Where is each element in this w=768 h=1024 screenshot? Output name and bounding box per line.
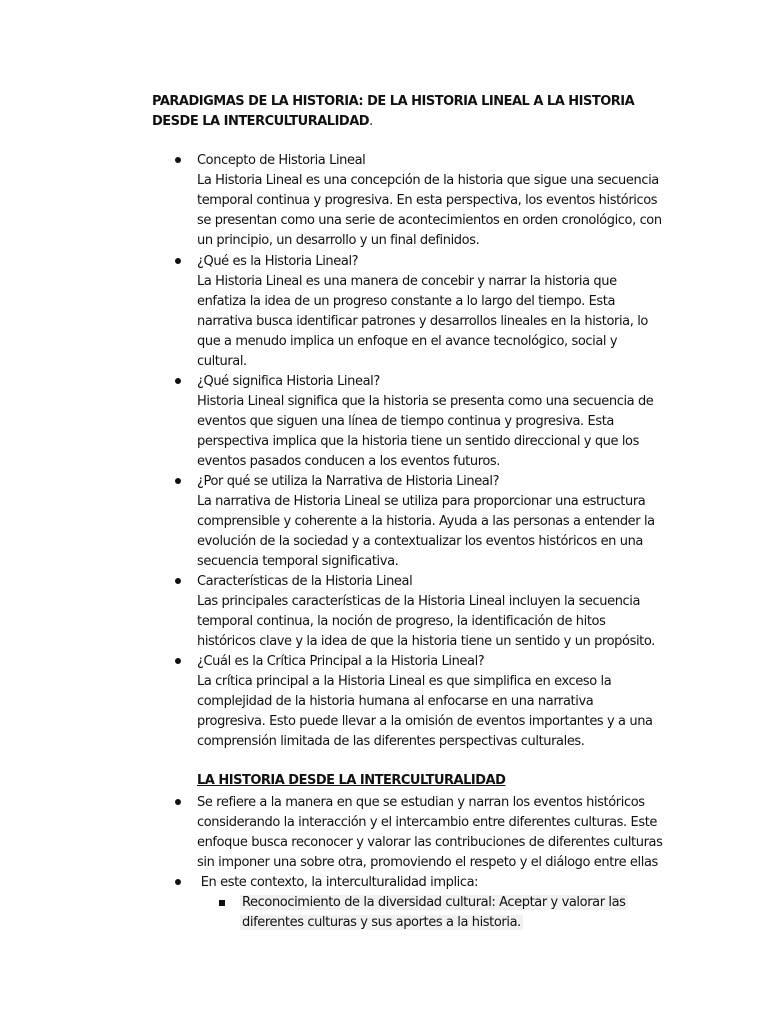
list-item-text-line: eventos pasados conducen a los eventos futuros. <box>197 454 501 469</box>
list-item-text-line: enfoque busca reconocer y valorar las contribuciones de diferentes culturas <box>197 835 663 850</box>
list-item-text-line: se presentan como una serie de acontecimientos en orden cronológico, con <box>197 213 662 228</box>
sub-list-item-text-line <box>240 913 680 933</box>
list-item-text-line: evolución de la sociedad y a contextualizar los eventos históricos en una <box>197 534 643 549</box>
list-item-text-line: comprensión limitada de las diferentes perspectivas culturales. <box>197 734 585 749</box>
list-item-heading: ¿Qué significa Historia Lineal? <box>197 374 380 389</box>
list-item-text-line: que a menudo implica un enfoque en el avance tecnológico, social y <box>197 334 618 349</box>
list-item-text-line: La Historia Lineal es una concepción de la historia que sigue una secuencia <box>197 173 659 188</box>
bullet-icon <box>175 258 181 264</box>
list-item-heading: ¿Por qué se utiliza la Narrativa de Historia Lineal? <box>197 474 500 489</box>
list-item-text-line: La narrativa de Historia Lineal se utiliza para proporcionar una estructura <box>197 494 646 509</box>
list-item-heading: ¿Qué es la Historia Lineal? <box>197 254 359 269</box>
list-item-heading: ¿Cuál es la Crítica Principal a la Historia Lineal? <box>197 654 485 669</box>
list-item-text-line: eventos que siguen una línea de tiempo continua y progresiva. Esta <box>197 414 614 429</box>
list-item-body <box>197 793 667 873</box>
bullet-icon <box>175 799 181 805</box>
bullet-icon <box>175 478 181 484</box>
list-item-text-line: secuencia temporal significativa. <box>197 554 399 569</box>
list-item-text-line: sin imponer una sobre otra, promoviendo el respeto y el diálogo entre ellas <box>197 855 658 870</box>
list-item-heading: Características de la Historia Lineal <box>197 574 413 589</box>
sub-list-item-text-line <box>240 893 680 913</box>
list-item-text-line: En este contexto, la interculturalidad implica: <box>197 875 479 890</box>
title-period: . <box>369 114 373 129</box>
list-item-body <box>197 472 667 572</box>
list-item-text-line: complejidad de la historia humana al enfocarse en una narrativa <box>197 694 594 709</box>
bullet-icon <box>175 578 181 584</box>
list-item-text-line: Se refiere a la manera en que se estudian y narran los eventos históricos <box>197 795 645 810</box>
list-item-text-line: temporal continua, la noción de progreso, la identificación de hitos <box>197 614 606 629</box>
section-heading-interculturalidad: LA HISTORIA DESDE LA INTERCULTURALIDAD <box>197 773 506 788</box>
highlighted-text: diferentes culturas y sus aportes a la historia. <box>242 915 521 930</box>
list-item-body <box>197 151 667 251</box>
list-item-body <box>197 372 667 472</box>
bullet-icon <box>175 378 181 384</box>
list-item-heading: Concepto de Historia Lineal <box>197 153 366 168</box>
list-item-text-line: enfatiza la idea de un progreso constante a lo largo del tiempo. Esta <box>197 294 616 309</box>
bullet-icon <box>175 879 181 885</box>
list-item-text-line: Las principales características de la Historia Lineal incluyen la secuencia <box>197 594 641 609</box>
bullet-icon <box>175 157 181 163</box>
title-text: PARADIGMAS DE LA HISTORIA: DE LA HISTORIA LINEAL A LA HISTORIA DESDE LA INTERCULTURALIDAD <box>152 94 635 129</box>
list-item-text-line: comprensible y coherente a la historia. Ayuda a las personas a entender la <box>197 514 655 529</box>
list-item-text-line: narrativa busca identificar patrones y desarrollos lineales en la historia, lo <box>197 314 648 329</box>
list-item-text-line: cultural. <box>197 354 247 369</box>
bullet-icon <box>175 658 181 664</box>
list-item-text-line: La crítica principal a la Historia Lineal es que simplifica en exceso la <box>197 674 612 689</box>
list-item-body <box>197 572 667 652</box>
list-item-body <box>197 652 667 752</box>
list-item-text-line: Historia Lineal significa que la historia se presenta como una secuencia de <box>197 394 654 409</box>
list-item-text-line: un principio, un desarrollo y un final definidos. <box>197 233 480 248</box>
list-item-body <box>197 252 667 372</box>
list-item-text-line: progresiva. Esto puede llevar a la omisión de eventos importantes y a una <box>197 714 653 729</box>
list-item-body <box>197 873 667 893</box>
list-item-text-line: perspectiva implica que la historia tiene un sentido direccional y que los <box>197 434 639 449</box>
document-title <box>152 92 672 132</box>
square-bullet-icon <box>219 900 225 906</box>
list-item-text-line: considerando la interacción y el intercambio entre diferentes culturas. Este <box>197 815 657 830</box>
list-item-text-line: temporal continua y progresiva. En esta perspectiva, los eventos históricos <box>197 193 658 208</box>
list-item-text-line: históricos clave y la idea de que la historia tiene un sentido y un propósito. <box>197 634 655 649</box>
sub-list-item-body <box>240 893 680 933</box>
list-item-text-line: La Historia Lineal es una manera de concebir y narrar la historia que <box>197 274 617 289</box>
highlighted-text: Reconocimiento de la diversidad cultural: Aceptar y valorar las <box>242 895 626 910</box>
